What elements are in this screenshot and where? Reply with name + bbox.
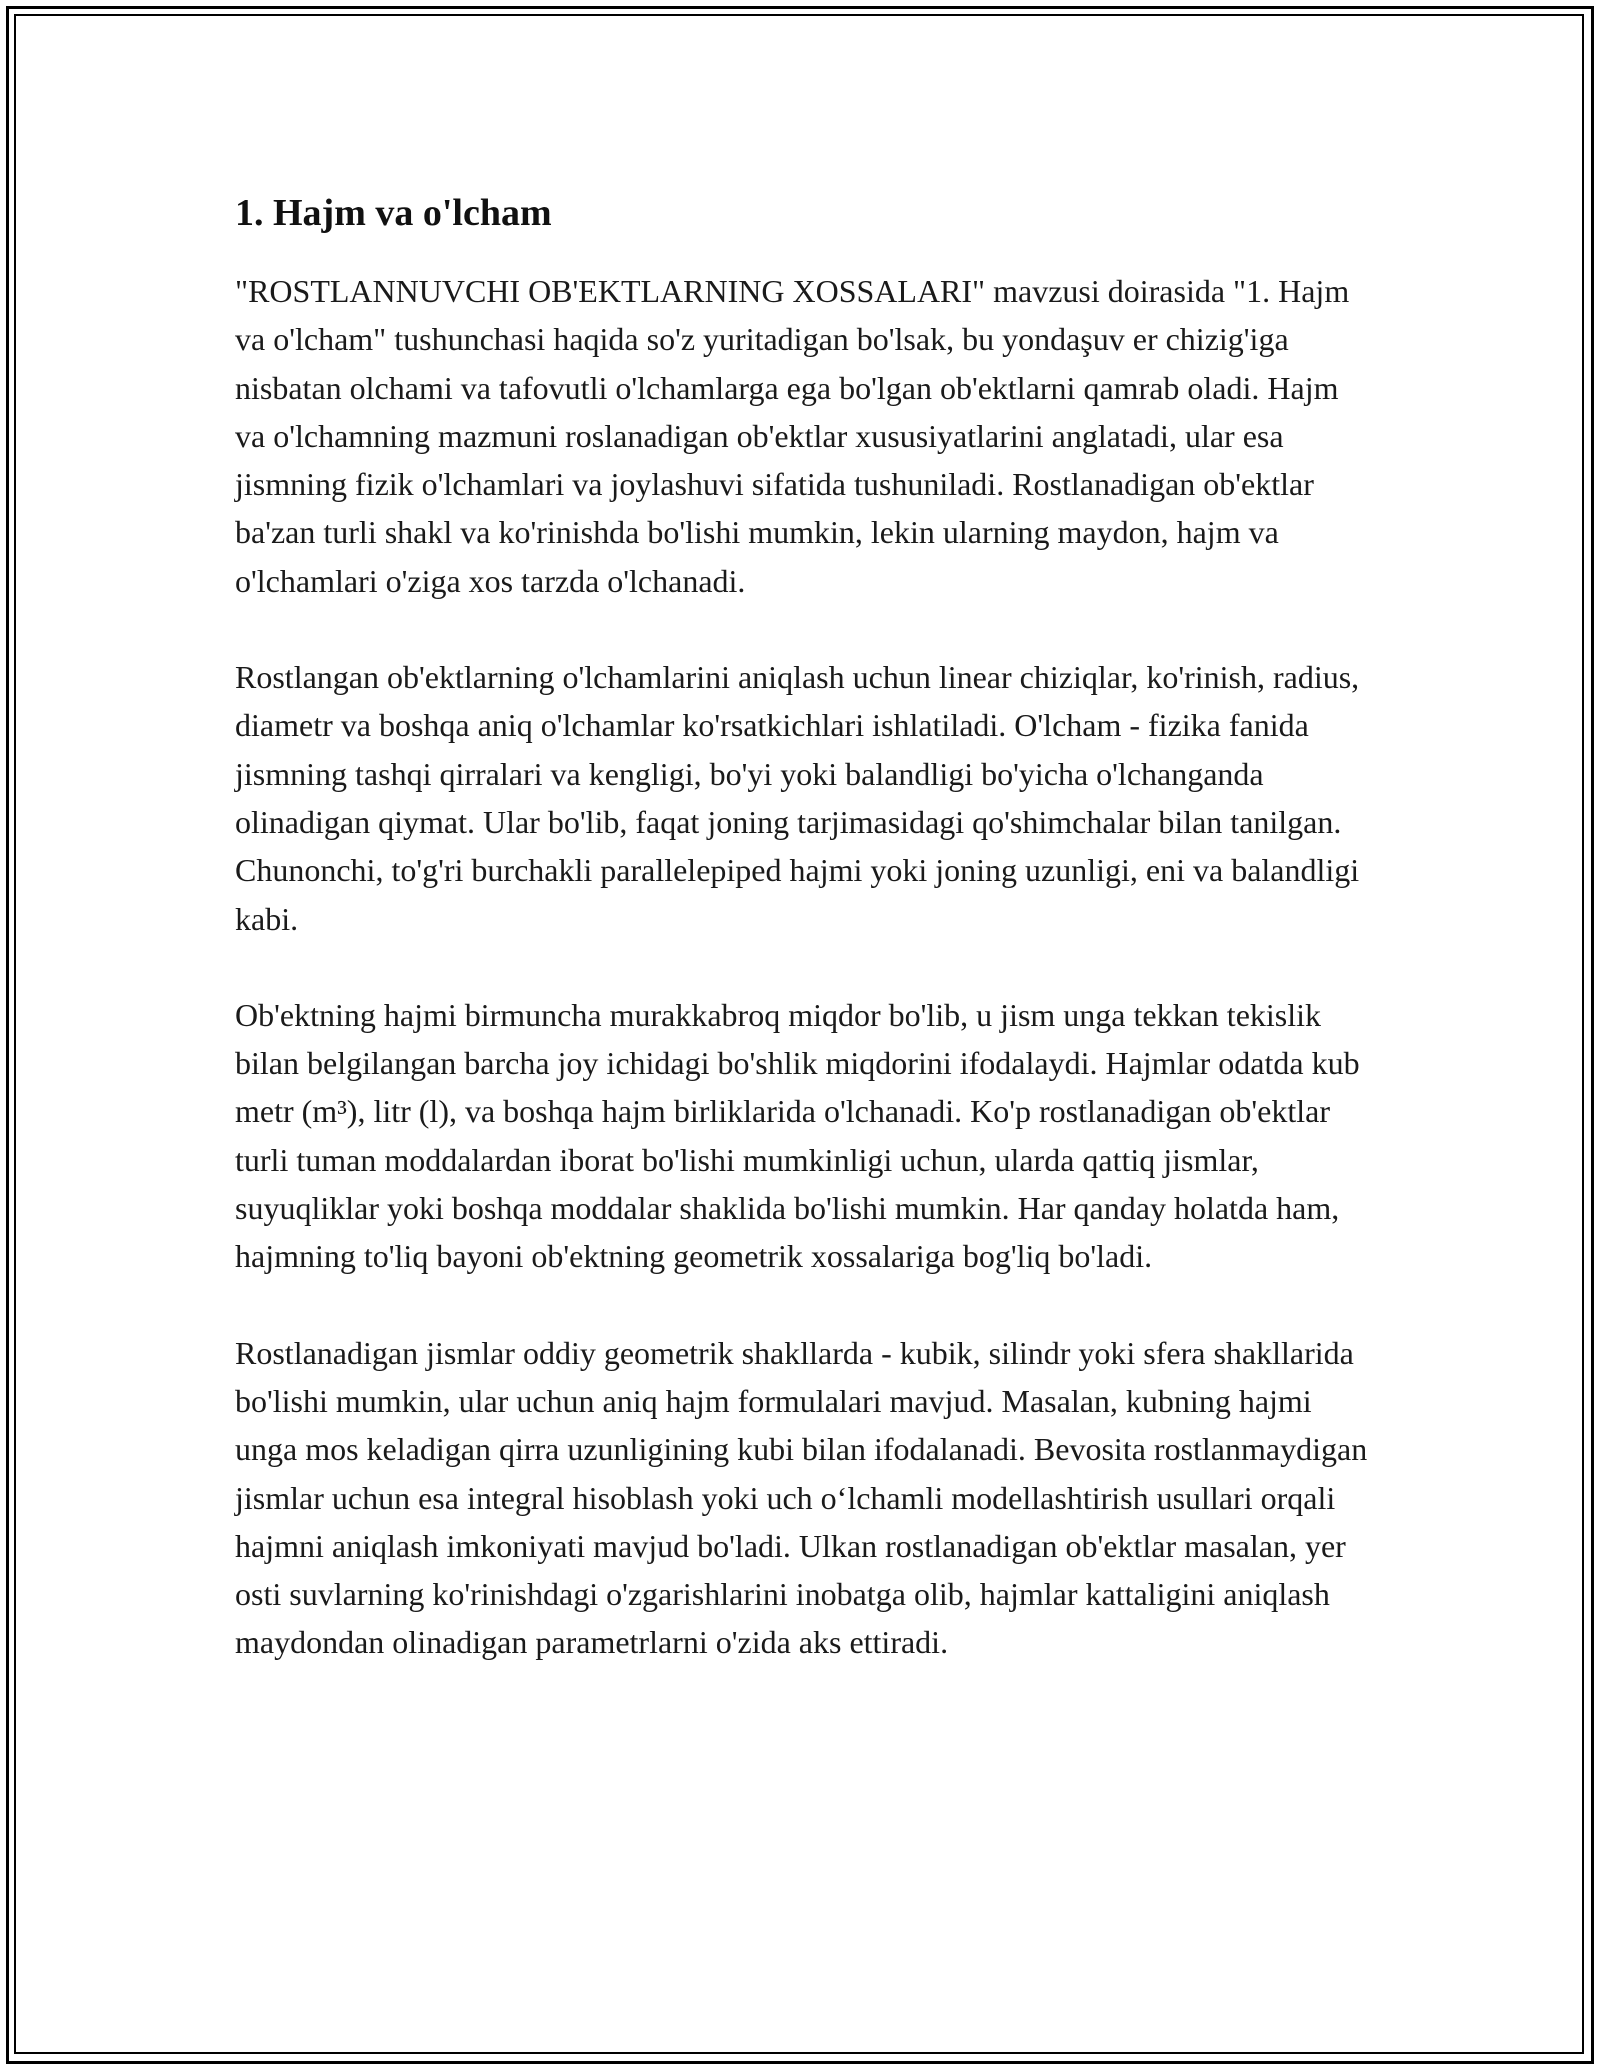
paragraph-4: Rostlanadigan jismlar oddiy geometrik shakllarda - kubik, silindr yoki sfera shakllarida bo'lishi mumkin, ular uchun aniq hajm formulalari mavjud. Masalan, kubning hajmi unga mos keladigan qirra uzunligining kubi bilan ifodalanadi. Bevosita rostlanmaydigan jismlar uchun esa integral hisoblash yoki uch o‘lchamli modellashtirish usullari orqali hajmni aniqlash imkoniyati mavjud bo'ladi. Ulkan rostlanadigan ob'ektlar masalan, yer osti suvlarning ko'rinishdagi o'zgarishlarini inobatga olib, hajmlar kattaligini aniqlash maydondan olinadigan parametrlarni o'zida aks ettiradi. — [235, 1334, 1368, 1661]
section-heading: 1. Hajm va o'lcham — [235, 192, 552, 234]
paragraph-1: "ROSTLANNUVCHI OB'EKTLARNING XOSSALARI" mavzusi doirasida "1. Hajm va o'lcham" tushunchasi haqida so'z yuritadigan bo'lsak, bu yondaşuv er chizig'iga nisbatan olchami va tafovutli o'lchamlarga ega bo'lgan ob'ektlarni qamrab oladi. Hajm va o'lchamning mazmuni roslanadigan ob'ektlar xususiyatlarini anglatadi, ular esa jismning fizik o'lchamlari va joylashuvi sifatida tushuniladi. Rostlanadigan ob'ektlar ba'zan turli shakl va ko'rinishda bo'lishi mumkin, lekin ularning maydon, hajm va o'lchamlari o'ziga xos tarzda o'lchanadi. — [235, 273, 1350, 599]
paragraph-3: Ob'ektning hajmi birmuncha murakkabroq miqdor bo'lib, u jism unga tekkan tekislik bilan belgilangan barcha joy ichidagi bo'shlik miqdorini ifodalaydi. Hajmlar odatda kub metr (m³), litr (l), va boshqa hajm birliklarida o'lchanadi. Ko'p rostlanadigan ob'ektlar turli tuman moddalardan iborat bo'lishi mumkinligi uchun, ularda qattiq jismlar, suyuqliklar yoki boshqa moddalar shaklida bo'lishi mumkin. Har qanday holatda ham, hajmning to'liq bayoni ob'ektning geometrik xossalariga bog'liq bo'ladi. — [235, 996, 1360, 1275]
paragraph-2: Rostlangan ob'ektlarning o'lchamlarini aniqlash uchun linear chiziqlar, ko'rinish, radius, diametr va boshqa aniq o'lchamlar ko'rsatkichlari ishlatiladi. O'lcham - fizika fanida jismning tashqi qirralari va kengligi, bo'yi yoki balandligi bo'yicha o'lchanganda olinadigan qiymat. Ular bo'lib, faqat joning tarjimasidagi qo'shimchalar bilan tanilgan. Chunonchi, to'g'ri burchakli parallelepiped hajmi yoki joning uzunligi, eni va balandligi kabi. — [235, 659, 1360, 937]
document-body — [235, 185, 1375, 1715]
